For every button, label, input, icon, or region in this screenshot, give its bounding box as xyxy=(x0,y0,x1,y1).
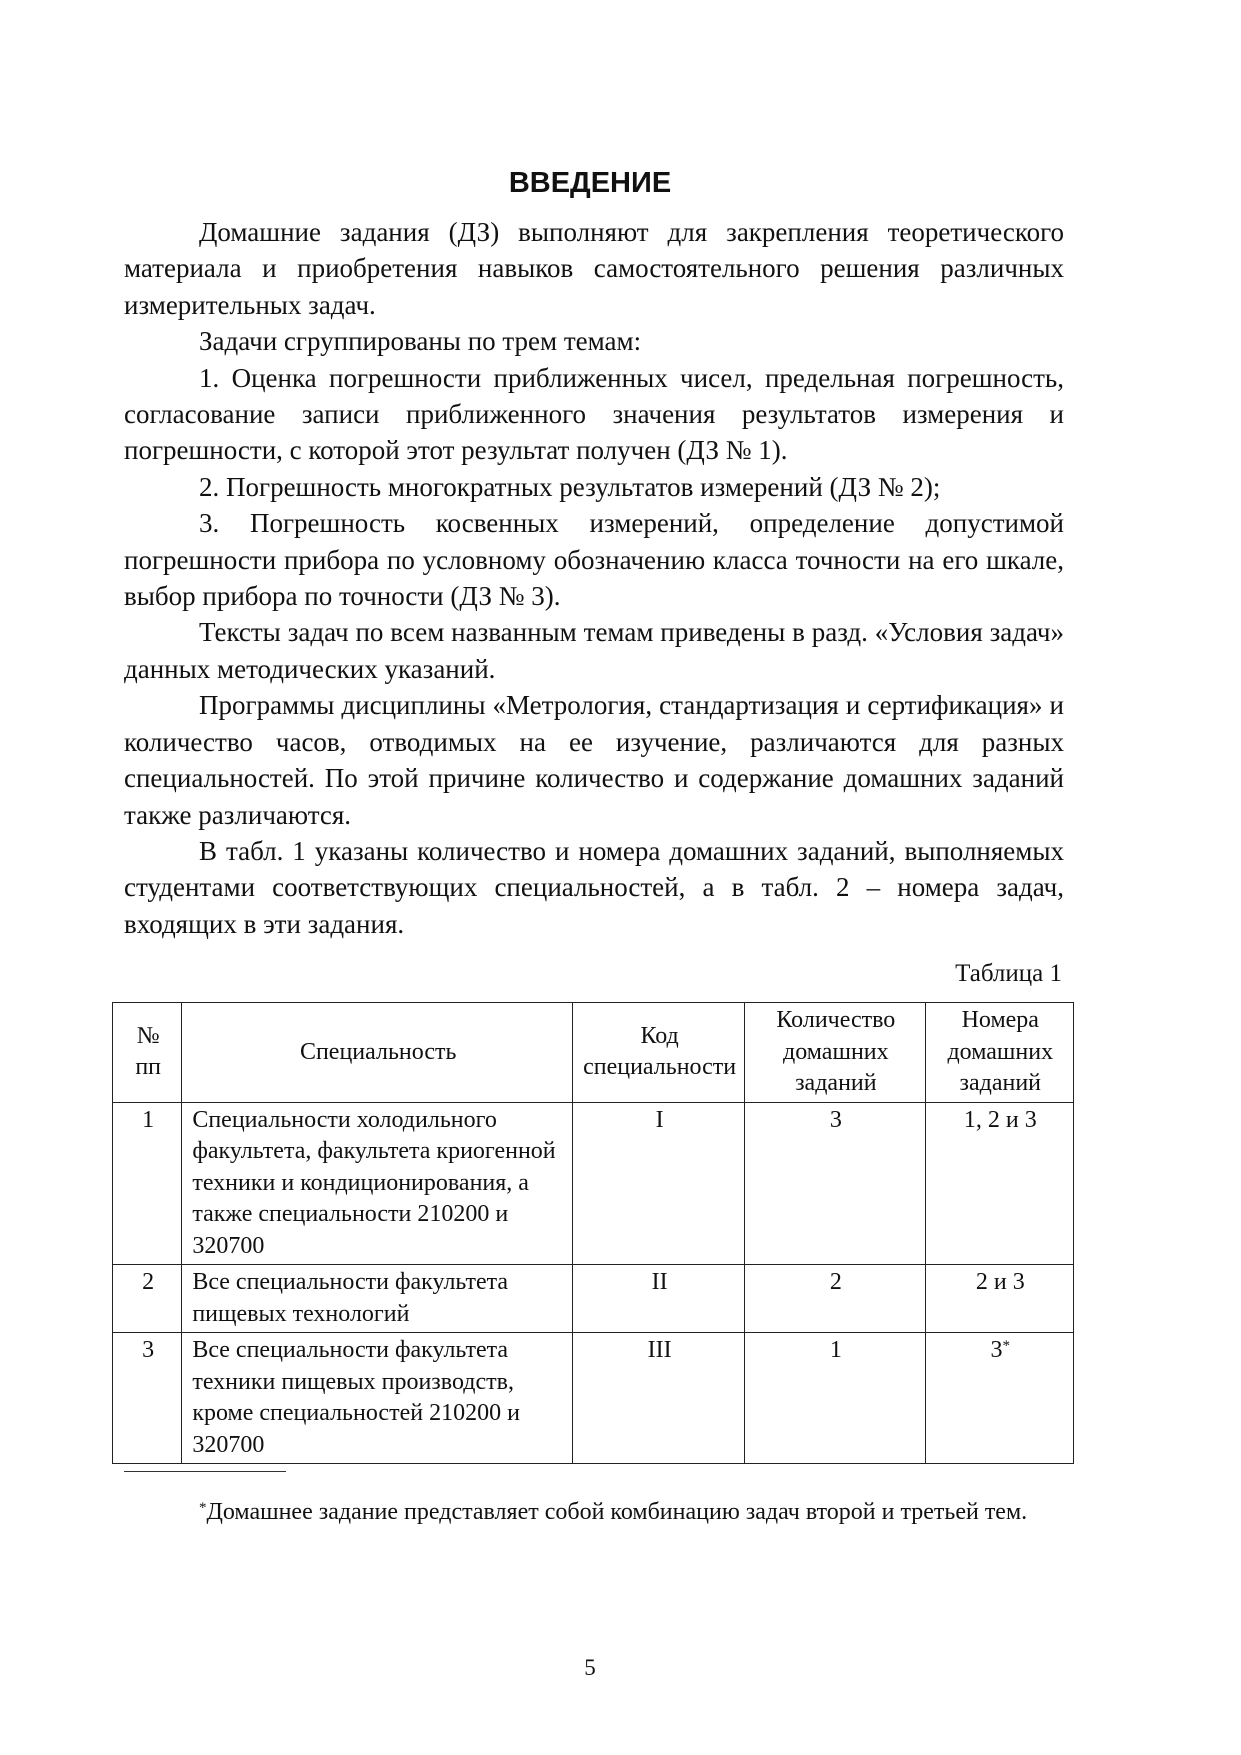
footnote-divider xyxy=(124,1471,286,1472)
header-num: № пп xyxy=(113,1003,182,1103)
header-numbers: Номера домашних заданий xyxy=(925,1003,1073,1103)
table-row xyxy=(113,1265,1074,1333)
table-caption: Таблица 1 xyxy=(955,960,1062,987)
cell-num: 3 xyxy=(113,1333,182,1464)
footnote-text: Домашнее задание представляет собой комбинацию задач второй и третьей тем. xyxy=(206,1499,1028,1525)
footnote-mark: * xyxy=(199,1500,207,1516)
specialty-table xyxy=(112,1002,1074,1464)
cell-specialty: Все специальности факультета пищевых технологий xyxy=(182,1265,573,1333)
intro-body xyxy=(124,214,1064,942)
paragraph-tables-ref: В табл. 1 указаны количество и номера домашних заданий, выполняемых студентами соответствующих специальностей, а в табл. 2 – номера задач, входящих в эти задания. xyxy=(124,835,1064,939)
paragraph-purpose: Домашние задания (ДЗ) выполняют для закрепления теоретического материала и приобретения навыков самостоятельного решения различных измерительных задач. xyxy=(124,217,1064,320)
cell-code: III xyxy=(573,1333,745,1464)
table-row xyxy=(113,1333,1074,1464)
table-row xyxy=(113,1102,1074,1265)
paragraph-topics-intro: Задачи сгруппированы по трем темам: xyxy=(199,326,642,357)
paragraph-topic-3: 3. Погрешность косвенных измерений, определение допустимой погрешности прибора по условному обозначению класса точности на его шкале, выбор прибора по точности (ДЗ № 3). xyxy=(124,508,1064,612)
section-heading: ВВЕДЕНИЕ xyxy=(508,167,672,199)
cell-numbers: 1, 2 и 3 xyxy=(925,1102,1073,1265)
paragraph-topic-1: 1. Оценка погрешности приближенных чисел, предельная погрешность, согласование записи приближенного значения результатов измерения и погрешности, с которой этот результат получен (ДЗ № 1). xyxy=(124,362,1064,466)
paragraph-task-texts: Тексты задач по всем названным темам приведены в разд. «Условия задач» данных методических указаний. xyxy=(124,617,1064,684)
footnote-marker: * xyxy=(1002,1338,1011,1354)
cell-numbers-value: 3 xyxy=(990,1337,1003,1363)
table-header-row xyxy=(113,1003,1074,1103)
header-code: Код специальности xyxy=(573,1003,745,1103)
cell-code: I xyxy=(573,1102,745,1265)
cell-numbers: 2 и 3 xyxy=(925,1265,1073,1333)
cell-count: 1 xyxy=(745,1333,925,1464)
header-specialty: Специальность xyxy=(182,1003,573,1103)
cell-num: 2 xyxy=(113,1265,182,1333)
page-number: 5 xyxy=(584,1655,596,1680)
cell-code: II xyxy=(573,1265,745,1333)
footnote xyxy=(124,1494,1064,1530)
header-count: Количество домашних заданий xyxy=(745,1003,925,1103)
cell-numbers xyxy=(925,1333,1073,1464)
cell-count: 2 xyxy=(745,1265,925,1333)
cell-num: 1 xyxy=(113,1102,182,1265)
cell-specialty: Все специальности факультета техники пищевых производств, кроме специальностей 210200 и 320700 xyxy=(182,1333,573,1464)
paragraph-programs: Программы дисциплины «Метрология, стандартизация и сертификация» и количество часов, отводимых на ее изучение, различаются для разных специальностей. По этой причине количество и содержание домашних заданий также различаются. xyxy=(124,690,1064,830)
cell-count: 3 xyxy=(745,1102,925,1265)
cell-specialty: Специальности холодильного факультета, факультета криогенной техники и кондиционирования, а также специальности 210200 и 320700 xyxy=(182,1102,573,1265)
paragraph-topic-2: 2. Погрешность многократных результатов измерений (ДЗ № 2); xyxy=(199,471,941,502)
